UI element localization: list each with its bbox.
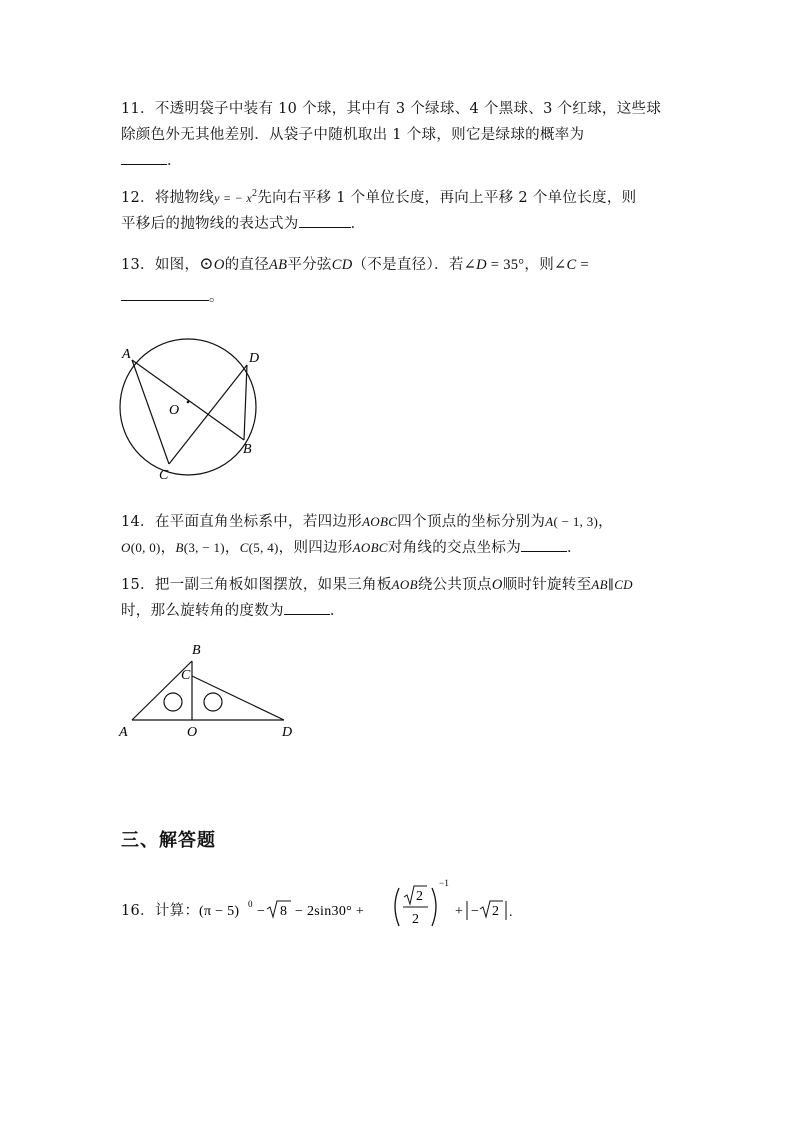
q14-quad-2: AOBC (352, 540, 388, 555)
q14-sep: ， (160, 540, 176, 556)
q13-prefix: 13．如图， (121, 257, 200, 273)
q14-t3: 对角线的交点坐标为 (387, 540, 521, 556)
q16-radicand-8: 8 (280, 904, 288, 919)
q16-pi-term: (π − 5) (199, 904, 240, 919)
q16-sin-term: − 2sin30° + (295, 904, 365, 919)
q13-circle-figure (112, 338, 272, 486)
question-13 (121, 251, 681, 310)
q16-abs-minus: − (471, 904, 480, 919)
label-d: D (249, 351, 260, 366)
q15-o: O (491, 577, 503, 593)
segment-db (244, 365, 247, 440)
q13-d-val: = 35° (486, 257, 525, 273)
q14-end: ． (567, 540, 582, 556)
segment-cd (169, 365, 247, 464)
q12-end: ． (350, 215, 366, 232)
q16-expression (199, 876, 579, 932)
sqrt-icon (267, 901, 291, 917)
q13-line1 (121, 251, 681, 278)
q14-coord-o: (0, 0) (130, 540, 161, 555)
q14-quad: AOBC (362, 514, 398, 529)
q14-point-a: A (545, 514, 554, 529)
label-o: O (187, 725, 198, 740)
question-15 (121, 572, 681, 624)
q13-ab: AB (269, 257, 288, 273)
q13-c-var: C (566, 257, 577, 273)
q14-line1 (121, 509, 681, 535)
center-point (187, 401, 190, 404)
question-14 (121, 509, 681, 561)
right-paren-icon (432, 888, 436, 926)
left-paren-icon (395, 888, 399, 926)
q13-t4: ，则∠ (524, 257, 567, 273)
q16-line (121, 898, 199, 924)
q15-line2 (121, 598, 681, 624)
question-11 (121, 96, 681, 174)
q16-denominator: 2 (412, 912, 420, 927)
q14-t1: 四个顶点的坐标分别为 (397, 514, 546, 530)
q15-tri: AOB (391, 577, 418, 592)
segment-ac (132, 360, 169, 464)
label-d: D (282, 725, 293, 740)
q14-coord-b: (3, − 1) (183, 540, 225, 555)
q16-radicand-2a: 2 (416, 889, 424, 904)
q16-radicand-2b: 2 (492, 904, 500, 919)
q15-line1 (121, 572, 681, 598)
q14-line2 (121, 535, 681, 561)
q14-sep: ， (224, 540, 240, 556)
label-b: B (243, 442, 252, 457)
q11-end: ． (167, 153, 182, 169)
q14-point-o: O (121, 540, 131, 555)
question-16 (121, 876, 681, 936)
q15-line2-text: 时，那么旋转角的度数为 (121, 603, 284, 619)
q13-t3: （不是直径）．若∠ (352, 257, 477, 273)
label-c: C (181, 668, 191, 683)
q16-prefix: 16．计算： (121, 903, 200, 919)
segment-ab (132, 360, 244, 440)
q13-t1: 的直径 (224, 257, 269, 273)
section-title: 三、解答题 (121, 830, 216, 851)
q16-minus: − (257, 904, 266, 919)
q12-exponent: 2 (252, 188, 258, 199)
q12-prefix: 12．将抛物线 (121, 189, 215, 206)
q15-end: ． (329, 603, 345, 619)
label-c: C (159, 468, 169, 483)
q14-point-c: C (239, 540, 249, 555)
answer-blank (299, 211, 351, 228)
q11-line2: 除颜色外无其他差别．从袋子中随机取出 1 个球，则它是绿球的概率为 (121, 127, 585, 143)
q16-plus: + (455, 904, 464, 919)
segment-cd (192, 676, 284, 720)
q15-prefix: 15．把一副三角板如图摆放，如果三角板 (121, 577, 392, 593)
triangle-hole-left (164, 693, 182, 711)
q13-d-var: D (476, 257, 487, 273)
q16-end: . (509, 905, 513, 920)
q12-line2-text: 平移后的抛物线的表达式为 (121, 215, 299, 232)
label-a: A (119, 725, 128, 740)
answer-blank (121, 148, 167, 165)
q14-sep: ， (598, 514, 613, 530)
q13-eq: = (576, 257, 589, 273)
q16-exp-0: 0 (248, 899, 253, 909)
q13-line2 (121, 284, 681, 310)
q13-end: 。 (209, 289, 224, 305)
triangle-hole-right (204, 693, 222, 711)
answer-blank (121, 284, 209, 301)
circle-o (120, 339, 256, 475)
q15-t1: 绕公共顶点 (417, 577, 492, 593)
q12-formula: y = − x (214, 190, 253, 205)
q12-line1 (121, 181, 681, 211)
q14-prefix: 14．在平面直角坐标系中，若四边形 (121, 514, 363, 530)
label-a: A (122, 347, 131, 362)
q12-line2 (121, 211, 681, 237)
circle-symbol: ⊙ (199, 254, 214, 273)
q14-coord-a: ( − 1, 3) (553, 514, 599, 529)
q15-triangle-figure (116, 640, 302, 740)
q11-line3 (121, 148, 681, 174)
q15-t2: 顺时针旋转至 (502, 577, 592, 593)
answer-blank (521, 535, 567, 552)
q13-circle-name: O (213, 257, 225, 273)
q13-cd: CD (331, 257, 353, 273)
q14-coord-c: (5, 4) (248, 540, 279, 555)
question-12 (121, 181, 681, 237)
q16-exp-neg1: −1 (439, 878, 450, 888)
q14-t2: ，则四边形 (278, 540, 353, 556)
q14-point-b: B (175, 540, 184, 555)
q13-t2: 平分弦 (287, 257, 332, 273)
answer-blank (284, 598, 330, 615)
q11-line1: 11．不透明袋子中装有 10 个球，其中有 3 个绿球、4 个黑球、3 个红球，这些球 (121, 101, 662, 117)
label-o: O (169, 403, 180, 418)
q15-rel: AB∥CD (591, 577, 633, 592)
label-b: B (192, 643, 201, 658)
q12-middle: 先向右平移 1 个单位长度，再向上平移 2 个单位长度，则 (257, 189, 637, 206)
